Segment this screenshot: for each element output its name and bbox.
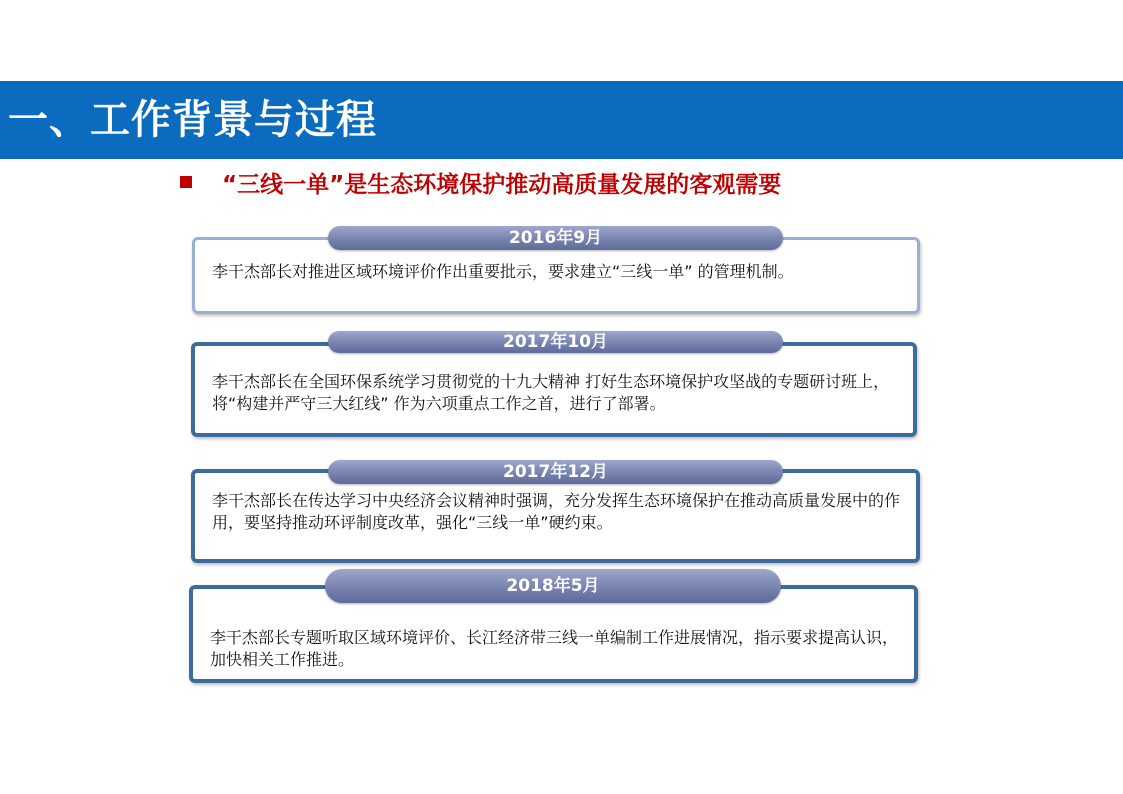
timeline-date-pill: 2016年9月 (328, 226, 783, 250)
page-title: 一、工作背景与过程 (8, 97, 377, 143)
timeline-card-text: 李干杰部长在传达学习中央经济会议精神时强调，充分发挥生态环境保护在推动高质量发展中的作用，要坚持推动环评制度改革，强化“三线一单”硬约束。 (212, 491, 901, 532)
timeline-card-text: 李干杰部长在全国环保系统学习贯彻党的十九大精神 打好生态环境保护攻坚战的专题研讨班上，将“构建并严守三大红线” 作为六项重点工作之首，进行了部署。 (212, 372, 890, 413)
timeline-date-pill: 2017年12月 (328, 460, 783, 484)
square-bullet-icon (180, 176, 192, 188)
timeline-date-pill: 2018年5月 (325, 569, 781, 603)
subtitle-row (180, 166, 781, 198)
timeline-date-pill: 2017年10月 (328, 331, 783, 353)
subtitle: “三线一单”是生态环境保护推动高质量发展的客观需要 (222, 171, 782, 198)
timeline-card-text: 李干杰部长专题听取区域环境评价、长江经济带三线一单编制工作进展情况，指示要求提高认识，加快相关工作推进。 (210, 628, 899, 669)
timeline-card-2017-10 (191, 342, 917, 437)
timeline-card-text: 李干杰部长对推进区域环境评价作出重要批示，要求建立“三线一单” 的管理机制。 (212, 262, 794, 281)
